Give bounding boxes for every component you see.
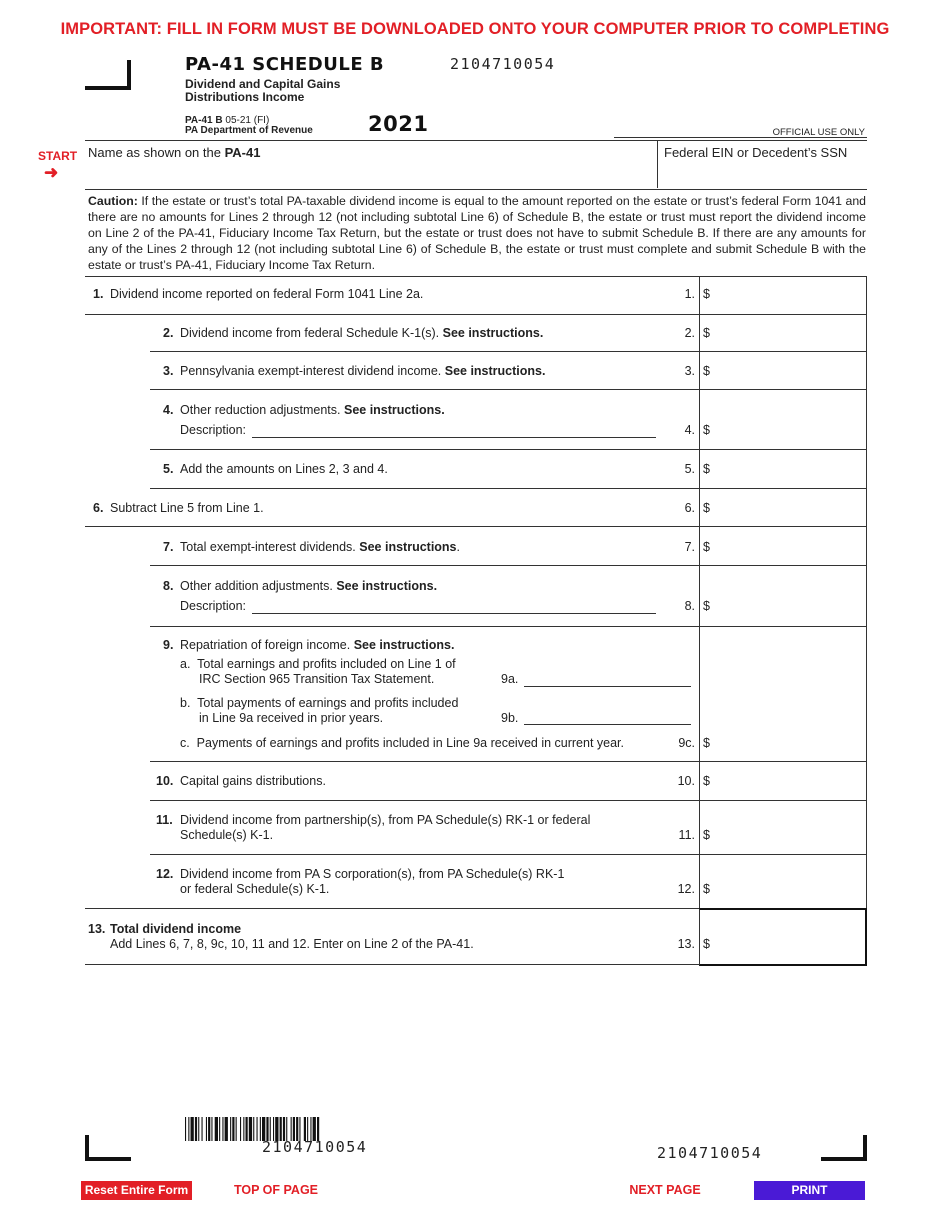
line-8-desc-label: Description: [180,599,246,613]
line-3-number: 3. [163,364,174,378]
line-6-ref: 6. [684,501,695,515]
line-3-amount[interactable]: $ [703,364,710,378]
line-4-desc-label: Description: [180,423,246,437]
subtitle-line-1: Dividend and Capital Gains [185,77,341,91]
line-9a-text-1: a. Total earnings and profits included on Line 1 of [180,657,456,671]
line-11-amount[interactable]: $ [703,828,710,842]
form-number-top: 2104710054 [450,55,556,73]
line-10-number: 10. [156,774,174,788]
line-1-number: 1. [93,287,104,301]
line-13-ref: 13. [677,937,695,951]
line-10-amount[interactable]: $ [703,774,710,788]
line-12-amount[interactable]: $ [703,882,710,896]
line-11-text-2: Schedule(s) K-1. [180,828,274,842]
line-4-ref: 4. [684,423,695,437]
line-2-ref: 2. [684,326,695,340]
line-8-divider [150,626,867,627]
line-9a-text-2: IRC Section 965 Transition Tax Statement. [199,672,435,686]
line-10-ref: 10. [677,774,695,788]
line-6-amount[interactable]: $ [703,501,710,515]
line-10-text: Capital gains distributions. [180,774,326,788]
line-1-ref: 1. [684,287,695,301]
name-label-form: PA-41 [224,145,261,160]
form-code: PA-41 B [185,115,223,126]
line-8-amount[interactable]: $ [703,599,710,613]
line-2-text: Dividend income from federal Schedule K-1(s). See instructions. [180,326,544,340]
table-right-border [866,276,867,909]
line-6-number: 6. [93,501,104,515]
line-13-title: Total dividend income [110,922,242,936]
next-page-link[interactable]: NEXT PAGE [629,1183,701,1197]
line-9-number: 9. [163,638,174,652]
line-9b-text-1: b. Total payments of earnings and profits included [180,696,459,710]
print-button[interactable]: PRINT [754,1181,865,1200]
caution-paragraph [88,193,866,273]
line-4-number: 4. [163,403,174,417]
line-2-amount[interactable]: $ [703,326,710,340]
line-8-number: 8. [163,579,174,593]
ein-separator [657,140,658,188]
line-1-amount[interactable]: $ [703,287,710,301]
tax-year: 2021 [368,112,429,136]
line-3-divider [150,389,867,390]
line-13-amount[interactable]: $ [703,937,710,951]
department: PA Department of Revenue [185,124,313,136]
line-9a-input[interactable] [524,686,691,687]
line-9b-input[interactable] [524,724,691,725]
line-1-divider [85,314,867,315]
line-10-divider [150,800,867,801]
line-11-divider [150,854,867,855]
line-5-number: 5. [163,462,174,476]
line-3-ref: 3. [684,364,695,378]
line-12-ref: 12. [677,882,695,896]
reset-form-button[interactable]: Reset Entire Form [81,1181,192,1200]
corner-mark-top-left [85,60,131,90]
line-11-ref: 11. [678,828,695,842]
line-3-text: Pennsylvania exempt-interest dividend income. See instructions. [180,364,546,378]
start-label: START [38,149,78,163]
line-8-description-input[interactable] [252,613,656,614]
line-2-divider [150,351,867,352]
name-label: Name as shown on the [88,145,225,160]
line-13-text: Add Lines 6, 7, 8, 9c, 10, 11 and 12. Enter on Line 2 of the PA-41. [110,937,474,951]
form-title: PA-41 SCHEDULE B [185,54,385,75]
barcode-number: 2104710054 [262,1138,368,1156]
form-subtitle [185,78,340,103]
form-revision: 05-21 (FI) [225,115,270,126]
line-7-divider [150,565,867,566]
line-9a-ref: 9a. [501,672,519,686]
line-8-ref: 8. [684,599,695,613]
corner-mark-bottom-left [85,1135,131,1161]
amount-column-divider [699,276,700,964]
line-5-divider [150,488,867,489]
line-9c-ref: 9c. [678,736,695,750]
line-4-amount[interactable]: $ [703,423,710,437]
line-4-description-input[interactable] [252,437,656,438]
form-number-bottom: 2104710054 [657,1144,763,1162]
line-13-number: 13. [88,922,106,936]
line-7-number: 7. [163,540,174,554]
line-13-total-box [699,908,867,966]
caution-text: If the estate or trust’s total PA-taxable dividend income is equal to the amount reported on the estate or trust’s federal Form 1041 and there are no amounts for Lines 2 through 12 (not including subtotal Line 6) of Schedule B, the estate or trust must report the dividend income on Line 2 of the PA-41, Fiduciary Income Tax Return, but the estate or trust does not have to submit Schedule B. If there are any amounts for any of the Lines 2 through 12 (not including subtotal Line 6) of Schedule B, the estate or trust must complete and submit Schedule B with the estate or trust’s PA-41, Fiduciary Income Tax Return. [88,194,866,272]
line-1-text: Dividend income reported on federal Form 1041 Line 2a. [110,287,424,301]
line-9-text: Repatriation of foreign income. See instructions. [180,638,455,652]
line-9c-text: c. Payments of earnings and profits included in Line 9a received in current year. [180,736,625,750]
ein-field[interactable]: Federal EIN or Decedent’s SSN [664,145,848,160]
line-2-number: 2. [163,326,174,340]
line-9b-ref: 9b. [501,711,519,725]
caution-label: Caution: [88,194,138,208]
line-12-number: 12. [156,867,174,881]
line-7-text: Total exempt-interest dividends. See instructions. [180,540,460,554]
line-5-text: Add the amounts on Lines 2, 3 and 4. [180,462,388,476]
name-field[interactable] [88,145,260,160]
line-11-number: 11. [156,813,173,827]
line-9-divider [150,761,867,762]
subtitle-line-2: Distributions Income [185,89,305,104]
line-6-text: Subtract Line 5 from Line 1. [110,501,264,515]
line-5-amount[interactable]: $ [703,462,710,476]
line-12-text-2: or federal Schedule(s) K-1. [180,882,330,896]
start-arrow-icon: ➜ [44,163,59,182]
line-9b-text-2: in Line 9a received in prior years. [199,711,384,725]
important-notice: IMPORTANT: FILL IN FORM MUST BE DOWNLOADED ONTO YOUR COMPUTER PRIOR TO COMPLETING [60,20,890,38]
official-use-label: OFFICIAL USE ONLY [772,127,865,138]
line-4-text: Other reduction adjustments. See instructions. [180,403,445,417]
line-9c-amount[interactable]: $ [703,736,710,750]
line-12-divider [85,908,700,909]
line-13-bottom [85,964,700,965]
top-of-page-link[interactable]: TOP OF PAGE [233,1183,319,1197]
line-5-ref: 5. [684,462,695,476]
table-top [85,276,867,277]
form-id [185,116,313,135]
line-11-text-1: Dividend income from partnership(s), from PA Schedule(s) RK-1 or federal [180,813,591,827]
line-4-divider [150,449,867,450]
line-8-text: Other addition adjustments. See instructions. [180,579,438,593]
corner-mark-bottom-right [821,1135,867,1161]
line-7-ref: 7. [684,540,695,554]
line-7-amount[interactable]: $ [703,540,710,554]
line-12-text-1: Dividend income from PA S corporation(s), from PA Schedule(s) RK-1 [180,867,565,881]
line-6-divider [85,526,867,527]
